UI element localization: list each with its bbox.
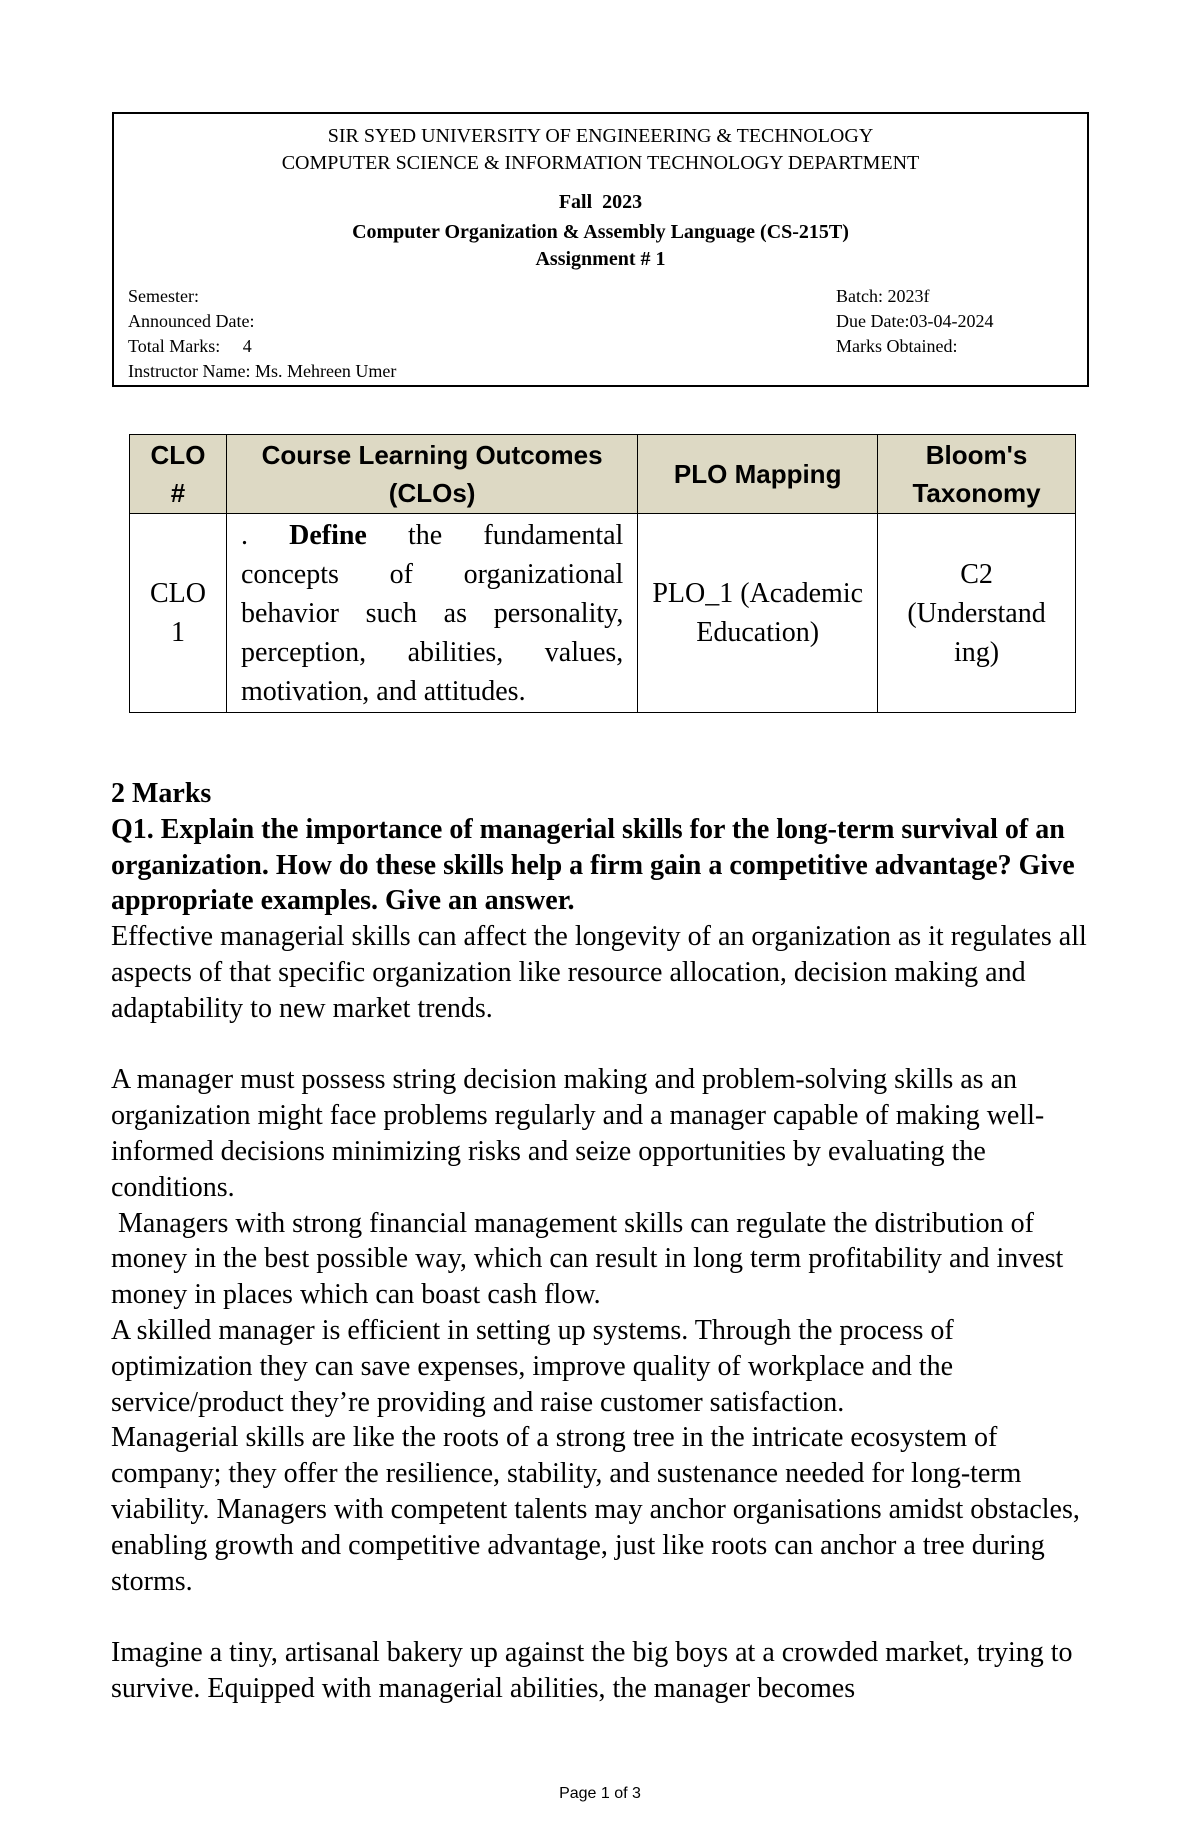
answer-paragraph-3: Managers with strong financial management skills can regulate the distribution of money in the best possible way, which can result in long term profitability and invest money in places which can boast cash flow. [111, 1207, 1071, 1311]
course-title: Computer Organization & Assembly Language (CS-215T) [352, 221, 849, 243]
marks-obtained-label: Marks Obtained: [836, 336, 958, 356]
answer-paragraph-5: Managerial skills are like the roots of a strong tree in the intricate ecosystem of company; they offer the resilience, stability, and sustenance needed for long-term viability. Managers with competent talents may anchor organisations amidst obstacles, enabling growth and competitive advantage, just like roots can anchor a tree during storms. [111, 1422, 1080, 1597]
assignment-title: Assignment # 1 [535, 248, 666, 270]
department-name: COMPUTER SCIENCE & INFORMATION TECHNOLOGY DEPARTMENT [281, 152, 920, 174]
header-course-learning-outcomes: Course Learning Outcomes (CLOs) [226, 435, 637, 514]
instructor-name: Instructor Name: Ms. Mehreen Umer [128, 361, 397, 381]
announced-date-label: Announced Date: [128, 311, 255, 331]
marks-heading: 2 Marks [111, 778, 212, 809]
batch-label: Batch: 2023f [836, 286, 930, 306]
answer-paragraph-6: Imagine a tiny, artisanal bakery up against the big boys at a crowded market, trying to survive. Equipped with managerial abilities, the manager becomes [111, 1637, 1073, 1704]
plo-mapping-cell: PLO_1 (Academic Education) [638, 514, 878, 713]
answer-paragraph-4: A skilled manager is efficient in setting up systems. Through the process of optimization they can save expenses, improve quality of workplace and the service/product they’re providing and raise customer satisfaction. [111, 1314, 954, 1418]
term: Fall 2023 [558, 191, 643, 213]
clo-number-cell: CLO 1 [130, 514, 227, 713]
page-number: Page 1 of 3 [559, 1785, 641, 1802]
clo-description-verb: Define [289, 519, 367, 551]
header-clo-number: CLO # [130, 435, 227, 514]
total-marks-label: Total Marks: 4 [128, 336, 252, 356]
header-blooms-taxonomy: Bloom's Taxonomy [878, 435, 1076, 514]
paragraph-gap [111, 1599, 1101, 1635]
question-text: Q1. Explain the importance of managerial skills for the long-term survival of an organization. How do these skills help a firm gain a competitive advantage? Give appropriate examples. Give an answer. [111, 813, 1075, 917]
clo-description-prefix: . [240, 519, 290, 551]
answer-paragraph-1: Effective managerial skills can affect the longevity of an organization as it regulates all aspects of that specific organization like resource allocation, decision making and adaptability to new market trends. [111, 921, 1087, 1024]
paragraph-gap [111, 1027, 1101, 1063]
university-name: SIR SYED UNIVERSITY OF ENGINEERING & TECHNOLOGY [327, 125, 874, 147]
due-date-label: Due Date:03-04-2024 [836, 311, 994, 331]
meta-left [128, 284, 396, 384]
semester-label: Semester: [128, 286, 199, 306]
header-box [112, 112, 1089, 387]
blooms-taxonomy-cell: C2 (Understand ing) [878, 514, 1076, 713]
header-plo-mapping: PLO Mapping [638, 435, 878, 514]
clo-description-text: the fundamental concepts of organizational behavior such as personality, perception, abilities, values, motivation, and attitudes. [240, 519, 624, 707]
answer-body [111, 776, 1101, 1707]
answer-paragraph-2: A manager must possess string decision making and problem-solving skills as an organization might face problems regularly and a manager capable of making well-informed decisions minimizing risks and seize opportunities by evaluating the conditions. [111, 1064, 1045, 1203]
table-row [130, 514, 1076, 713]
clo-table [129, 434, 1076, 713]
meta-right [836, 284, 993, 359]
clo-description-cell [226, 514, 637, 713]
clo-table-header-row [130, 435, 1076, 514]
